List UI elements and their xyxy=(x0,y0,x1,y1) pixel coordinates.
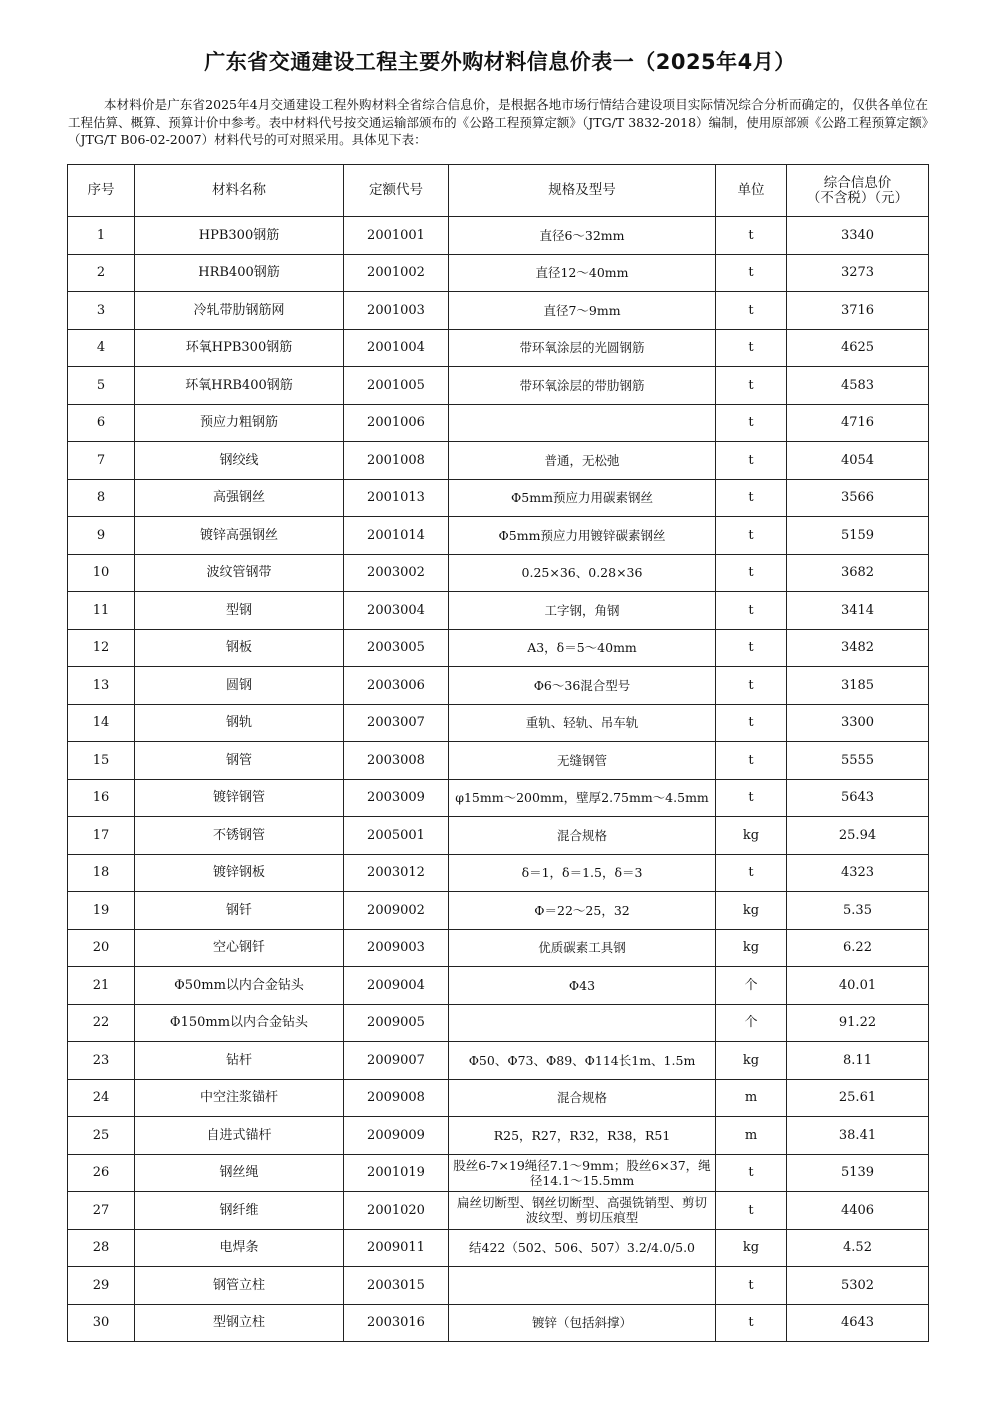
cell-spec: 扁丝切断型、钢丝切断型、高强铣销型、剪切波纹型、剪切压痕型 xyxy=(449,1192,716,1230)
cell-unit: t xyxy=(716,742,787,780)
cell-name: 不锈钢管 xyxy=(135,817,344,855)
cell-unit: t xyxy=(716,592,787,630)
cell-no: 20 xyxy=(68,929,135,967)
cell-name: 钢纤维 xyxy=(135,1192,344,1230)
table-row xyxy=(68,967,929,1005)
table-row xyxy=(68,1304,929,1342)
header-price-line2: （不含税）（元） xyxy=(806,189,909,206)
cell-price: 91.22 xyxy=(787,1004,929,1042)
cell-unit: t xyxy=(716,1154,787,1192)
cell-spec: φ15mm～200mm，壁厚2.75mm～4.5mm xyxy=(449,779,716,817)
cell-name: 钢管 xyxy=(135,742,344,780)
cell-no: 21 xyxy=(68,967,135,1005)
cell-unit: t xyxy=(716,217,787,255)
cell-price: 3300 xyxy=(787,704,929,742)
cell-no: 1 xyxy=(68,217,135,255)
cell-price: 4643 xyxy=(787,1304,929,1342)
cell-name: 钢绞线 xyxy=(135,442,344,480)
cell-code: 2003009 xyxy=(344,779,449,817)
cell-spec: 带环氧涂层的带肋钢筋 xyxy=(449,367,716,405)
cell-code: 2001001 xyxy=(344,217,449,255)
cell-unit: t xyxy=(716,779,787,817)
table-row xyxy=(68,929,929,967)
cell-no: 18 xyxy=(68,854,135,892)
cell-spec: 直径7～9mm xyxy=(449,292,716,330)
cell-spec: Φ50、Φ73、Φ89、Φ114长1m、1.5m xyxy=(449,1042,716,1080)
cell-spec: 重轨、轻轨、吊车轨 xyxy=(449,704,716,742)
table-row xyxy=(68,1154,929,1192)
cell-name: HRB400钢筋 xyxy=(135,254,344,292)
cell-spec: 结422（502、506、507）3.2/4.0/5.0 xyxy=(449,1229,716,1267)
cell-no: 12 xyxy=(68,629,135,667)
cell-price: 4.52 xyxy=(787,1229,929,1267)
cell-price: 3185 xyxy=(787,667,929,705)
table-row xyxy=(68,1117,929,1155)
cell-spec: 0.25×36、0.28×36 xyxy=(449,554,716,592)
cell-price: 40.01 xyxy=(787,967,929,1005)
cell-name: 冷轧带肋钢筋网 xyxy=(135,292,344,330)
cell-no: 23 xyxy=(68,1042,135,1080)
cell-name: 镀锌钢管 xyxy=(135,779,344,817)
table-row xyxy=(68,1042,929,1080)
cell-name: 钢管立柱 xyxy=(135,1267,344,1305)
cell-spec: 混合规格 xyxy=(449,817,716,855)
cell-name: 自进式锚杆 xyxy=(135,1117,344,1155)
cell-code: 2001003 xyxy=(344,292,449,330)
cell-unit: kg xyxy=(716,892,787,930)
cell-price: 4323 xyxy=(787,854,929,892)
cell-unit: t xyxy=(716,1304,787,1342)
cell-name: 环氧HPB300钢筋 xyxy=(135,329,344,367)
cell-spec: 混合规格 xyxy=(449,1079,716,1117)
cell-no: 11 xyxy=(68,592,135,630)
cell-price: 6.22 xyxy=(787,929,929,967)
table-row xyxy=(68,592,929,630)
cell-unit: m xyxy=(716,1117,787,1155)
cell-spec: R25，R27，R32，R38，R51 xyxy=(449,1117,716,1155)
cell-price: 5302 xyxy=(787,1267,929,1305)
table-row xyxy=(68,854,929,892)
cell-name: 电焊条 xyxy=(135,1229,344,1267)
header-spec: 规格及型号 xyxy=(449,165,716,217)
cell-price: 4406 xyxy=(787,1192,929,1230)
header-no: 序号 xyxy=(68,165,135,217)
cell-name: 镀锌钢板 xyxy=(135,854,344,892)
cell-spec: Φ6～36混合型号 xyxy=(449,667,716,705)
cell-price: 3716 xyxy=(787,292,929,330)
cell-code: 2001013 xyxy=(344,479,449,517)
price-table xyxy=(67,164,929,1342)
cell-price: 3273 xyxy=(787,254,929,292)
cell-spec: 直径6～32mm xyxy=(449,217,716,255)
cell-no: 3 xyxy=(68,292,135,330)
cell-no: 13 xyxy=(68,667,135,705)
cell-no: 15 xyxy=(68,742,135,780)
cell-code: 2009005 xyxy=(344,1004,449,1042)
cell-name: 钢板 xyxy=(135,629,344,667)
header-price-line1: 综合信息价 xyxy=(823,174,892,191)
cell-code: 2001002 xyxy=(344,254,449,292)
cell-unit: t xyxy=(716,254,787,292)
cell-no: 28 xyxy=(68,1229,135,1267)
cell-code: 2003002 xyxy=(344,554,449,592)
cell-name: 镀锌高强钢丝 xyxy=(135,517,344,555)
cell-no: 14 xyxy=(68,704,135,742)
cell-no: 25 xyxy=(68,1117,135,1155)
cell-code: 2009011 xyxy=(344,1229,449,1267)
cell-code: 2001014 xyxy=(344,517,449,555)
cell-spec: δ＝1，δ＝1.5，δ＝3 xyxy=(449,854,716,892)
cell-name: 圆钢 xyxy=(135,667,344,705)
cell-no: 2 xyxy=(68,254,135,292)
cell-unit: t xyxy=(716,404,787,442)
cell-no: 9 xyxy=(68,517,135,555)
cell-price: 8.11 xyxy=(787,1042,929,1080)
cell-price: 4054 xyxy=(787,442,929,480)
table-row xyxy=(68,1229,929,1267)
cell-price: 3340 xyxy=(787,217,929,255)
cell-no: 24 xyxy=(68,1079,135,1117)
cell-name: 型钢立柱 xyxy=(135,1304,344,1342)
cell-spec xyxy=(449,1004,716,1042)
cell-price: 5139 xyxy=(787,1154,929,1192)
cell-unit: t xyxy=(716,667,787,705)
cell-code: 2009007 xyxy=(344,1042,449,1080)
table-row xyxy=(68,704,929,742)
cell-spec: Φ5mm预应力用碳素钢丝 xyxy=(449,479,716,517)
cell-spec: 工字钢，角钢 xyxy=(449,592,716,630)
cell-code: 2001005 xyxy=(344,367,449,405)
table-row xyxy=(68,1004,929,1042)
table-row xyxy=(68,367,929,405)
cell-unit: t xyxy=(716,367,787,405)
cell-unit: t xyxy=(716,629,787,667)
cell-code: 2001004 xyxy=(344,329,449,367)
cell-spec: 优质碳素工具钢 xyxy=(449,929,716,967)
cell-spec xyxy=(449,1267,716,1305)
cell-unit: t xyxy=(716,1267,787,1305)
table-row xyxy=(68,1267,929,1305)
cell-no: 8 xyxy=(68,479,135,517)
cell-name: Φ150mm以内合金钻头 xyxy=(135,1004,344,1042)
cell-code: 2001020 xyxy=(344,1192,449,1230)
table-row xyxy=(68,442,929,480)
cell-code: 2005001 xyxy=(344,817,449,855)
cell-price: 38.41 xyxy=(787,1117,929,1155)
page-title: 广东省交通建设工程主要外购材料信息价表一（2025年4月） xyxy=(204,50,796,74)
cell-name: 钢钎 xyxy=(135,892,344,930)
cell-spec: Φ＝22～25，32 xyxy=(449,892,716,930)
cell-name: 钻杆 xyxy=(135,1042,344,1080)
cell-price: 4716 xyxy=(787,404,929,442)
cell-code: 2009004 xyxy=(344,967,449,1005)
table-row xyxy=(68,254,929,292)
cell-price: 5643 xyxy=(787,779,929,817)
cell-no: 5 xyxy=(68,367,135,405)
cell-no: 27 xyxy=(68,1192,135,1230)
cell-no: 30 xyxy=(68,1304,135,1342)
cell-code: 2003016 xyxy=(344,1304,449,1342)
cell-price: 3566 xyxy=(787,479,929,517)
cell-price: 3682 xyxy=(787,554,929,592)
table-row xyxy=(68,629,929,667)
cell-unit: t xyxy=(716,329,787,367)
cell-no: 4 xyxy=(68,329,135,367)
cell-code: 2001019 xyxy=(344,1154,449,1192)
cell-name: 型钢 xyxy=(135,592,344,630)
table-row xyxy=(68,892,929,930)
cell-price: 5159 xyxy=(787,517,929,555)
cell-unit: kg xyxy=(716,929,787,967)
cell-code: 2003004 xyxy=(344,592,449,630)
cell-no: 10 xyxy=(68,554,135,592)
table-row xyxy=(68,554,929,592)
cell-spec: A3，δ＝5～40mm xyxy=(449,629,716,667)
cell-unit: t xyxy=(716,442,787,480)
table-row xyxy=(68,779,929,817)
table-row xyxy=(68,517,929,555)
cell-price: 4583 xyxy=(787,367,929,405)
cell-name: 环氧HRB400钢筋 xyxy=(135,367,344,405)
cell-code: 2003015 xyxy=(344,1267,449,1305)
cell-spec: 无缝钢管 xyxy=(449,742,716,780)
cell-spec: 直径12～40mm xyxy=(449,254,716,292)
header-name: 材料名称 xyxy=(135,165,344,217)
header-price xyxy=(787,165,929,217)
cell-code: 2009003 xyxy=(344,929,449,967)
cell-name: 预应力粗钢筋 xyxy=(135,404,344,442)
cell-unit: t xyxy=(716,554,787,592)
cell-name: Φ50mm以内合金钻头 xyxy=(135,967,344,1005)
cell-unit: kg xyxy=(716,1229,787,1267)
cell-code: 2009008 xyxy=(344,1079,449,1117)
cell-no: 7 xyxy=(68,442,135,480)
cell-unit: 个 xyxy=(716,1004,787,1042)
cell-unit: t xyxy=(716,479,787,517)
cell-unit: t xyxy=(716,854,787,892)
cell-code: 2003008 xyxy=(344,742,449,780)
table-row xyxy=(68,292,929,330)
cell-name: 钢轨 xyxy=(135,704,344,742)
intro-paragraph: 本材料价是广东省2025年4月交通建设工程外购材料全省综合信息价，是根据各地市场行情结合建设项目实际情况综合分析而确定的，仅供各单位在工程估算、概算、预算计价中参考。表中材料代号按交通运输部颁布的《公路工程预算定额》（JTG/T 3832-2018）编制，使用原部颁《公路工程预算定额》（JTG/T B06-02-2007）材料代号的可对照采用。具体见下表： xyxy=(68,97,928,147)
cell-name: HPB300钢筋 xyxy=(135,217,344,255)
cell-name: 空心钢钎 xyxy=(135,929,344,967)
cell-code: 2003005 xyxy=(344,629,449,667)
cell-spec: 带环氧涂层的光圆钢筋 xyxy=(449,329,716,367)
cell-unit: t xyxy=(716,517,787,555)
table-row xyxy=(68,667,929,705)
cell-name: 高强钢丝 xyxy=(135,479,344,517)
table-row xyxy=(68,1079,929,1117)
cell-code: 2001006 xyxy=(344,404,449,442)
cell-code: 2003006 xyxy=(344,667,449,705)
cell-price: 3482 xyxy=(787,629,929,667)
cell-spec: Φ5mm预应力用镀锌碳素钢丝 xyxy=(449,517,716,555)
cell-code: 2001008 xyxy=(344,442,449,480)
cell-name: 钢丝绳 xyxy=(135,1154,344,1192)
cell-price: 3414 xyxy=(787,592,929,630)
cell-price: 5555 xyxy=(787,742,929,780)
table-row xyxy=(68,329,929,367)
cell-no: 17 xyxy=(68,817,135,855)
cell-no: 26 xyxy=(68,1154,135,1192)
cell-code: 2003012 xyxy=(344,854,449,892)
cell-no: 22 xyxy=(68,1004,135,1042)
table-row xyxy=(68,817,929,855)
cell-code: 2003007 xyxy=(344,704,449,742)
cell-no: 6 xyxy=(68,404,135,442)
cell-unit: 个 xyxy=(716,967,787,1005)
cell-spec: 普通，无松弛 xyxy=(449,442,716,480)
cell-price: 5.35 xyxy=(787,892,929,930)
cell-code: 2009002 xyxy=(344,892,449,930)
table-row xyxy=(68,742,929,780)
cell-name: 波纹管钢带 xyxy=(135,554,344,592)
cell-price: 25.61 xyxy=(787,1079,929,1117)
cell-price: 25.94 xyxy=(787,817,929,855)
cell-unit: t xyxy=(716,292,787,330)
table-header-row xyxy=(68,165,929,217)
cell-no: 19 xyxy=(68,892,135,930)
cell-price: 4625 xyxy=(787,329,929,367)
cell-spec: Φ43 xyxy=(449,967,716,1005)
cell-unit: t xyxy=(716,1192,787,1230)
header-code: 定额代号 xyxy=(344,165,449,217)
header-unit: 单位 xyxy=(716,165,787,217)
table-row xyxy=(68,217,929,255)
cell-unit: kg xyxy=(716,817,787,855)
table-row xyxy=(68,1192,929,1230)
cell-name: 中空注浆锚杆 xyxy=(135,1079,344,1117)
cell-spec xyxy=(449,404,716,442)
cell-unit: kg xyxy=(716,1042,787,1080)
cell-code: 2009009 xyxy=(344,1117,449,1155)
cell-spec: 镀锌（包括斜撑） xyxy=(449,1304,716,1342)
cell-unit: t xyxy=(716,704,787,742)
table-row xyxy=(68,479,929,517)
cell-unit: m xyxy=(716,1079,787,1117)
cell-spec: 股丝6-7×19绳径7.1～9mm；股丝6×37，绳径14.1～15.5mm xyxy=(449,1154,716,1192)
cell-no: 16 xyxy=(68,779,135,817)
table-row xyxy=(68,404,929,442)
cell-no: 29 xyxy=(68,1267,135,1305)
